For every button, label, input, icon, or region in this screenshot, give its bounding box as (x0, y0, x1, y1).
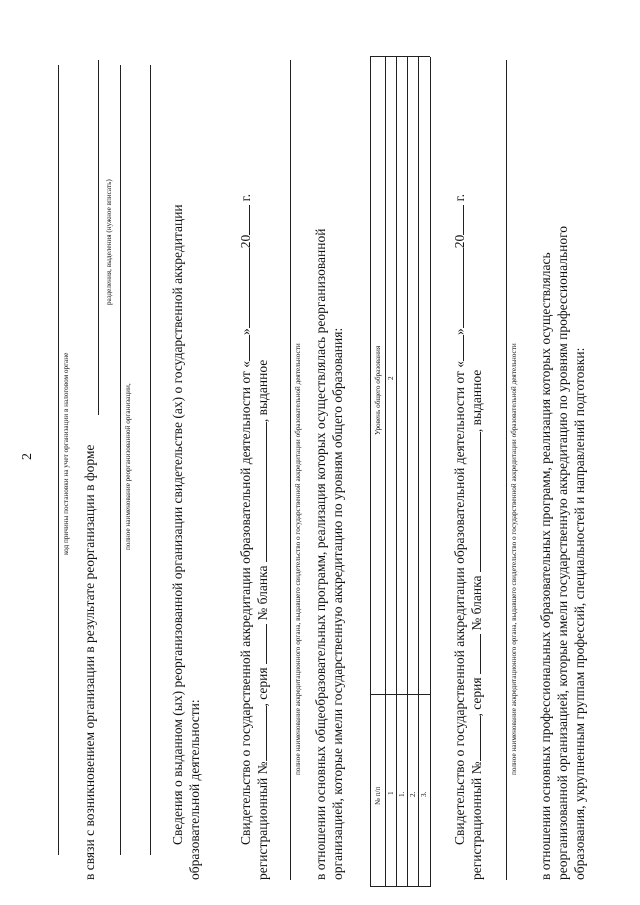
cert2-series-label: , серия (469, 677, 484, 717)
table-border-top (370, 57, 371, 887)
reorg-form-caption: разделения, выделения (нужное вписать) (105, 179, 113, 305)
cert1-series-label: , серия (255, 667, 270, 707)
accred1-line (290, 60, 291, 880)
accred2-line (506, 60, 507, 880)
table-header-level: Уровень общего образования (374, 345, 382, 435)
general-ed-line2: организацией, которые имели государственную аккредитацию по уровням общего образования: (330, 327, 345, 880)
prof-ed-line2: реорганизованной организацией, которые имели государственную аккредитацию по уровням профессионального (555, 225, 570, 880)
accred2-caption: полное наименование аккредитационного органа, выдавшего свидетельство о государственной аккредитации образовательной деятельности (510, 343, 518, 775)
cert2-reg-label: регистрационный № (469, 761, 484, 880)
table-row-line (407, 57, 408, 887)
reorg-text: в связи с возникновением организации в результате реорганизации в форме (82, 444, 97, 880)
table-row-number: 1. (398, 791, 406, 797)
cert1-blank-label: № бланка (255, 565, 270, 621)
reorg-form-line (98, 60, 99, 415)
table-col-number: 1 (387, 791, 395, 795)
kpp-line (58, 65, 59, 855)
cert2-quote: » (452, 328, 467, 336)
blank-line-1 (150, 65, 151, 855)
cert1-issued-label: , выданное (255, 359, 270, 423)
table-number-row-bottom (396, 57, 397, 887)
cert1-quote: » (238, 328, 253, 336)
cert1-year-suffix: г. (238, 194, 253, 202)
prof-ed-line1: в отношении основных профессиональных образовательных программ, реализация которых осуществлялась (538, 252, 553, 880)
fullname-line (120, 65, 121, 855)
cert1-from-text: Свидетельство о государственной аккредитации образовательной деятельности от « (238, 361, 253, 845)
table-header-number: № п/п (374, 786, 382, 805)
section-heading: Сведения о выданном (ых) реорганизованной организации свидетельстве (ах) о государственной аккредитации (170, 204, 185, 845)
table-row-number: 3. (420, 791, 428, 797)
cert1-line1 (238, 194, 254, 845)
page-number: 2 (20, 453, 35, 460)
cert2-year: 20 (452, 234, 467, 249)
table-row-line (418, 57, 419, 887)
cert1-reg-label: регистрационный № (255, 761, 270, 880)
section-heading-cont: образовательной деятельности: (187, 699, 202, 880)
prof-ed-line3: образования, укрупненным группам профессий, специальностей и направлений подготовки: (572, 347, 587, 880)
cert2-line2 (469, 370, 485, 880)
table-column-divider (370, 694, 430, 695)
table-border-bottom (430, 57, 431, 887)
table-col-number: 2 (387, 376, 395, 380)
cert2-year-suffix: г. (452, 194, 467, 202)
cert2-issued-label: , выданное (469, 369, 484, 433)
cert1-line2 (255, 360, 271, 880)
fullname-caption: полное наименование реорганизованной организации, (124, 383, 132, 550)
table-row-number: 2. (409, 791, 417, 797)
kpp-caption: код причины постановки на учет организации в налоговом органе (62, 352, 70, 555)
cert2-from-text: Свидетельство о государственной аккредитации образовательной деятельности от « (452, 361, 467, 845)
table-border-left (370, 886, 430, 887)
general-ed-line1: в отношении основных общеобразовательных программ, реализация которых осуществлялась реорганизованной (313, 228, 328, 880)
cert2-line1 (452, 194, 468, 845)
accred1-caption: полное наименование аккредитационного органа, выдавшего свидетельство о государственной аккредитации образовательной деятельности (294, 343, 302, 775)
cert1-year: 20 (238, 234, 253, 249)
table-header-bottom (385, 57, 386, 887)
table-border-right (370, 56, 430, 57)
cert2-blank-label: № бланка (469, 575, 484, 631)
